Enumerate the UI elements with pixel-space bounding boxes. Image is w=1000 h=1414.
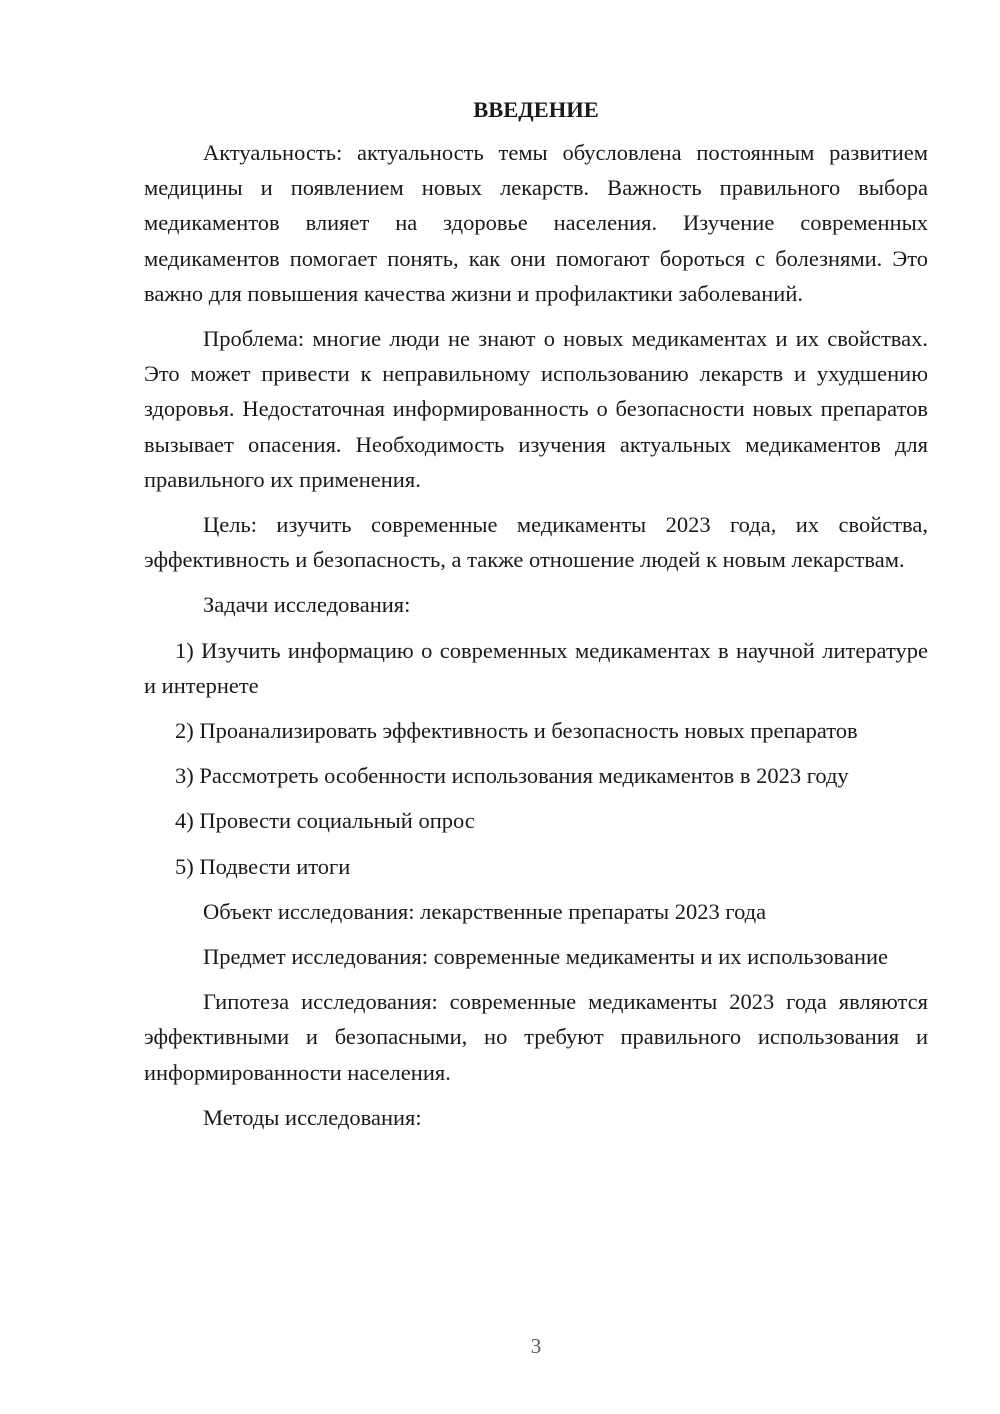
relevance-paragraph: Актуальность: актуальность темы обусловлена постоянным развитием медицины и появлением новых лекарств. Важность правильного выбора медикаментов влияет на здоровье населения. Изучение современных медикаментов помогает понять, как они помогают бороться с болезнями. Это важно для повышения качества жизни и профилактики заболеваний.: [144, 140, 928, 306]
subject-paragraph: Предмет исследования: современные медикаменты и их использование: [203, 944, 889, 970]
section-title: ВВЕДЕНИЕ: [473, 97, 599, 122]
page-content: [144, 92, 928, 1145]
page-number: 3: [530, 1334, 542, 1358]
object-paragraph: Объект исследования: лекарственные препараты 2023 года: [203, 898, 767, 924]
methods-heading: Методы исследования:: [203, 1104, 422, 1130]
task-item-2: 2) Проанализировать эффективность и безопасность новых препаратов: [175, 718, 858, 744]
goal-paragraph: Цель: изучить современные медикаменты 2023 года, их свойства, эффективность и безопасность, а также отношение людей к новым лекарствам.: [144, 512, 928, 573]
task-item-4: 4) Провести социальный опрос: [175, 808, 475, 834]
task-item-3: 3) Рассмотреть особенности использования медикаментов в 2023 году: [175, 763, 849, 789]
task-item-1: 1) Изучить информацию о современных медикаментах в научной литературе и интернете: [144, 637, 928, 698]
task-item-5: 5) Подвести итоги: [175, 853, 351, 879]
problem-paragraph: Проблема: многие люди не знают о новых медикаментах и их свойствах. Это может привести к неправильному использованию лекарств и ухудшению здоровья. Недостаточная информированность о безопасности новых препаратов вызывает опасения. Необходимость изучения актуальных медикаментов для правильного их применения.: [144, 326, 928, 492]
tasks-heading: Задачи исследования:: [203, 592, 411, 618]
hypothesis-paragraph: Гипотеза исследования: современные медикаменты 2023 года являются эффективными и безопасными, но требуют правильного использования и информированности населения.: [144, 989, 928, 1085]
